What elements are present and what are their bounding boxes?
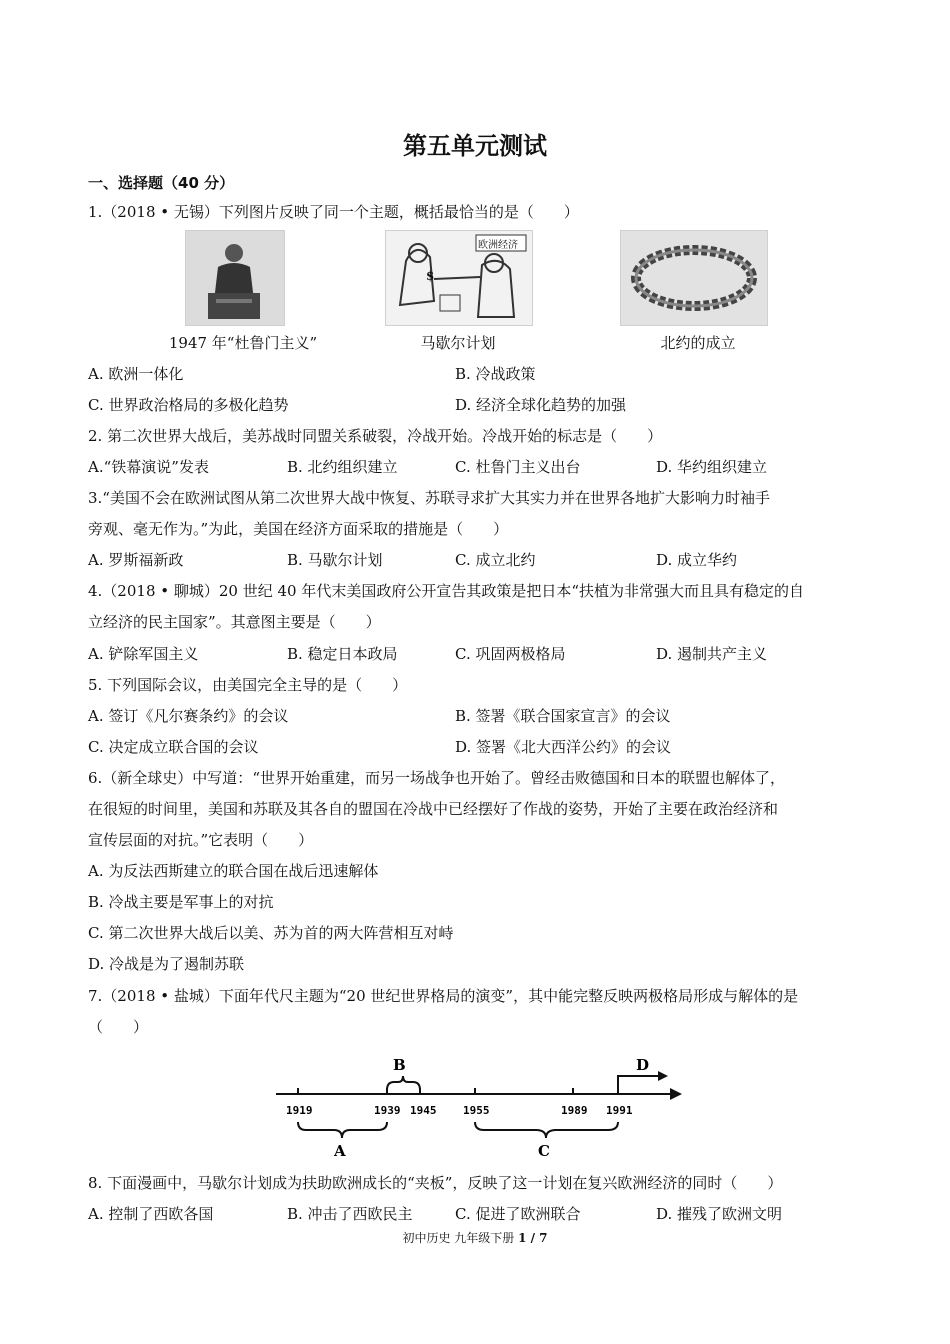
nato-ring-cartoon-icon: [620, 230, 768, 326]
brace-b: [387, 1076, 420, 1090]
q6-option-b: B. 冷战主要是军事上的对抗: [88, 893, 274, 911]
question-2-stem: 2. 第二次世界大战后，美苏战时同盟关系破裂，冷战开始。冷战开始的标志是（ ）: [88, 427, 663, 445]
page-title: 第五单元测试: [403, 132, 547, 160]
brace-a: [298, 1122, 387, 1138]
caption-marshall: 马歇尔计划: [420, 334, 496, 352]
q1-option-c: C. 世界政治格局的多极化趋势: [88, 396, 289, 414]
question-8-stem: 8. 下面漫画中，马歇尔计划成为扶助欧洲成长的“夹板”，反映了这一计划在复兴欧洲经济的同时（ ）: [88, 1174, 783, 1192]
q8-option-d: D. 摧残了欧洲文明: [656, 1205, 783, 1223]
year-1989: 1989: [561, 1104, 588, 1117]
year-1939: 1939: [374, 1104, 401, 1117]
footer-text: 初中历史 九年级下册: [402, 1231, 519, 1245]
year-1919: 1919: [286, 1104, 313, 1117]
q5-option-b: B. 签署《联合国家宣言》的会议: [455, 707, 671, 725]
question-6-stem-line3: 宣传层面的对抗。”它表明（ ）: [88, 831, 314, 849]
label-b: B: [393, 1056, 406, 1074]
year-1991: 1991: [606, 1104, 633, 1117]
year-1955: 1955: [463, 1104, 490, 1117]
question-6-stem-line2: 在很短的时间里，美国和苏联及其各自的盟国在冷战中已经摆好了作战的姿势，开始了主要在政治经济和: [88, 800, 779, 818]
q1-option-d: D. 经济全球化趋势的加强: [455, 396, 627, 414]
question-7-stem-line1: 7.（2018 • 盐城）下面年代尺主题为“20 世纪世界格局的演变”，其中能完整反映两极格局形成与解体的是: [88, 987, 799, 1005]
q1-option-a: A. 欧洲一体化: [88, 365, 184, 383]
q6-option-d: D. 冷战是为了遏制苏联: [88, 955, 245, 973]
arrow-d-head: [658, 1071, 668, 1081]
question-4-stem-line2: 立经济的民主国家”。其意图主要是（ ）: [88, 613, 381, 631]
timeline-diagram: [270, 1050, 690, 1165]
caption-nato: 北约的成立: [660, 334, 736, 352]
question-5-stem: 5. 下列国际会议，由美国完全主导的是（ ）: [88, 676, 408, 694]
timeline-arrow: [670, 1088, 682, 1100]
question-1-stem: 1.（2018 • 无锡）下列图片反映了同一个主题，概括最恰当的是（ ）: [88, 203, 579, 221]
question-4-stem-line1: 4.（2018 • 聊城）20 世纪 40 年代末美国政府公开宣告其政策是把日本“扶植为非常强大而且具有稳定的自: [88, 582, 805, 600]
truman-speech-photo-icon: [185, 230, 285, 326]
q5-option-d: D. 签署《北大西洋公约》的会议: [455, 738, 672, 756]
q4-option-c: C. 巩固两极格局: [455, 645, 566, 663]
q1-option-b: B. 冷战政策: [455, 365, 536, 383]
q2-option-a: A.“铁幕演说”发表: [88, 458, 209, 476]
q2-option-b: B. 北约组织建立: [287, 458, 398, 476]
marshall-plan-cartoon-icon: [385, 230, 533, 326]
page-number: 1 / 7: [518, 1231, 548, 1245]
question-3-stem-line1: 3.“美国不会在欧洲试图从第二次世界大战中恢复、苏联寻求扩大其实力并在世界各地扩大影响力时袖手: [88, 489, 770, 507]
q3-option-a: A. 罗斯福新政: [88, 551, 184, 569]
q5-option-a: A. 签订《凡尔赛条约》的会议: [88, 707, 289, 725]
q3-option-d: D. 成立华约: [656, 551, 738, 569]
q4-option-a: A. 铲除军国主义: [88, 645, 199, 663]
page-footer: [0, 1229, 950, 1246]
caption-truman: 1947 年“杜鲁门主义”: [168, 334, 318, 352]
q4-option-d: D. 遏制共产主义: [656, 645, 768, 663]
q5-option-c: C. 决定成立联合国的会议: [88, 738, 259, 756]
section-heading: 一、选择题（40 分）: [88, 174, 235, 192]
question-7-stem-line2: （ ）: [88, 1018, 149, 1036]
arrow-d: [618, 1076, 660, 1090]
q3-option-b: B. 马歇尔计划: [287, 551, 383, 569]
label-a: A: [334, 1142, 346, 1160]
q2-option-c: C. 杜鲁门主义出台: [455, 458, 581, 476]
label-c: C: [538, 1142, 550, 1160]
cartoon-sign-text: 欧洲经济: [478, 240, 518, 251]
q8-option-a: A. 控制了西欧各国: [88, 1205, 214, 1223]
question-6-stem-line1: 6.（新全球史）中写道：“世界开始重建，而另一场战争也开始了。曾经击败德国和日本的联盟也解体了，: [88, 769, 785, 787]
question-3-stem-line2: 旁观、毫无作为。”为此，美国在经济方面采取的措施是（ ）: [88, 520, 509, 538]
q8-option-c: C. 促进了欧洲联合: [455, 1205, 581, 1223]
q4-option-b: B. 稳定日本政局: [287, 645, 398, 663]
q3-option-c: C. 成立北约: [455, 551, 536, 569]
q6-option-a: A. 为反法西斯建立的联合国在战后迅速解体: [88, 862, 379, 880]
q2-option-d: D. 华约组织建立: [656, 458, 768, 476]
brace-c: [475, 1122, 618, 1138]
year-1945: 1945: [410, 1104, 437, 1117]
label-d: D: [636, 1056, 650, 1074]
q6-option-c: C. 第二次世界大战后以美、苏为首的两大阵营相互对峙: [88, 924, 454, 942]
cartoon-dollar-text: $: [426, 269, 435, 283]
q8-option-b: B. 冲击了西欧民主: [287, 1205, 413, 1223]
